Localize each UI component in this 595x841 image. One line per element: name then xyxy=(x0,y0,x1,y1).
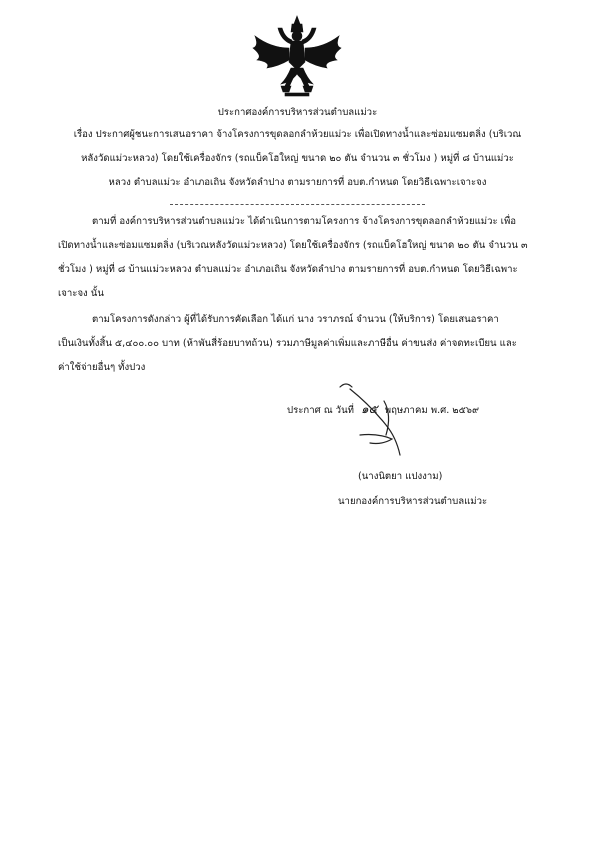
date-month-year: พฤษภาคม พ.ศ. ๒๕๖๙ xyxy=(384,405,480,416)
dashed-divider xyxy=(170,204,425,205)
issuer-title: ประกาศองค์การบริหารส่วนตำบลแม่วะ xyxy=(217,107,378,118)
signatory-position: นายกองค์การบริหารส่วนตำบลแม่วะ xyxy=(338,496,488,507)
paragraph-2-line-2: เป็นเงินทั้งสิ้น ๕,๔๐๐.๐๐ บาท (ห้าพันสี่ร้อยบาทถ้วน) รวมภาษีมูลค่าเพิ่มและภาษีอื่น ค่าขนส่ง ค่าจดทะเบียน และ xyxy=(58,338,517,349)
handwritten-signature xyxy=(300,375,440,475)
garuda-emblem xyxy=(247,14,347,98)
subject-line-2: หลังวัดแม่วะหลวง) โดยใช้เครื่องจักร (รถแบ็คโฮใหญ่ ขนาด ๒๐ ตัน จำนวน ๓ ชั่วโมง ) หมู่ที่ ๘ บ้านแม่วะ xyxy=(81,153,514,164)
paragraph-1-line-1: ตามที่ องค์การบริหารส่วนตำบลแม่วะ ได้ดำเนินการตามโครงการ จ้างโครงการขุดลอกลำห้วยแม่วะ เพื่อ xyxy=(92,216,517,227)
paragraph-2-line-3: ค่าใช้จ่ายอื่นๆ ทั้งปวง xyxy=(58,362,146,373)
date-day: ๑๕ xyxy=(361,402,378,416)
signatory-name: (นางนิตยา แปงงาม) xyxy=(358,471,443,482)
paragraph-1-line-4: เจาะจง นั้น xyxy=(58,288,104,299)
paragraph-2-line-1: ตามโครงการดังกล่าว ผู้ที่ได้รับการคัดเลือก ได้แก่ นาง วราภรณ์ จำนวน (ให้บริการ) โดยเสนอราคา xyxy=(92,314,499,325)
subject-line-3: หลวง ตำบลแม่วะ อำเภอเถิน จังหวัดลำปาง ตามรายการที่ อบต.กำหนด โดยวิธีเฉพาะเจาะจง xyxy=(108,177,487,188)
date-prefix: ประกาศ ณ วันที่ xyxy=(287,405,354,416)
paragraph-1-line-3: ชั่วโมง ) หมู่ที่ ๘ บ้านแม่วะหลวง ตำบลแม่วะ อำเภอเถิน จังหวัดลำปาง ตามรายการที่ อบต.กำหนด โดยวิธีเฉพาะ xyxy=(58,264,518,275)
subject-line-1: เรื่อง ประกาศผู้ชนะการเสนอราคา จ้างโครงการขุดลอกลำห้วยแม่วะ เพื่อเปิดทางน้ำและซ่อมแซมตลิ่ง (บริเวณ xyxy=(73,129,522,140)
paragraph-1-line-2: เปิดทางน้ำและซ่อมแซมตลิ่ง (บริเวณหลังวัดแม่วะหลวง) โดยใช้เครื่องจักร (รถแบ็คโฮใหญ่ ขนาด ๒๐ ตัน จำนวน ๓ xyxy=(58,240,528,251)
